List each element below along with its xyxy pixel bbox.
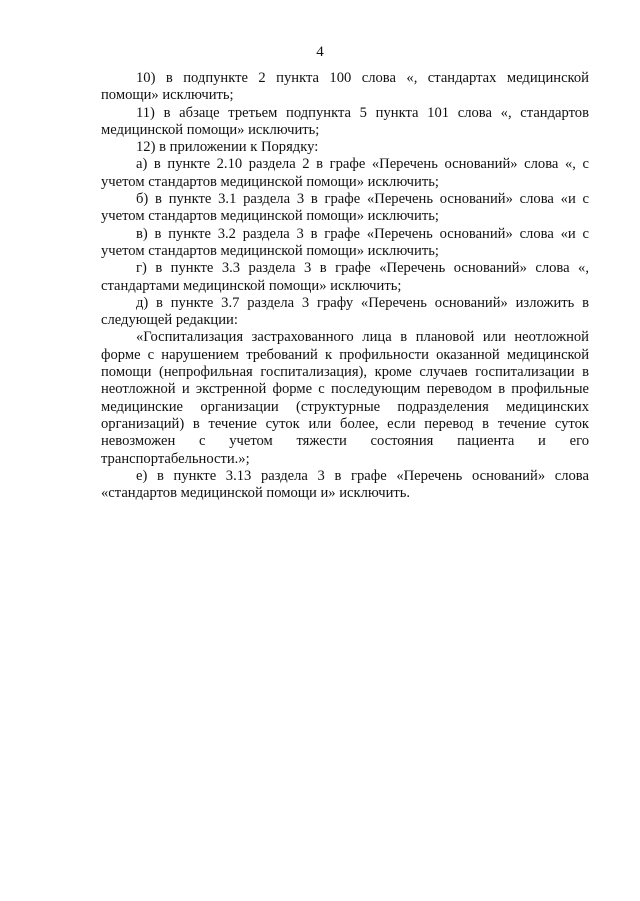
quoted-new-wording: «Госпитализация застрахованного лица в плановой или неотложной форме с нарушением требований к профильности оказанной медицинской помощи (непрофильная госпитализация), кроме случаев госпитализации в неотложной и экстренной форме с последующим переводом в профильные медицинские организации (структурные подразделения медицинских организаций) в течение суток или более, если перевод в течение суток невозможен с учетом тяжести состояния пациента и его транспортабельности.»;: [101, 329, 589, 467]
document-body: [101, 70, 589, 502]
paragraph-11: 11) в абзаце третьем подпункта 5 пункта 101 слова «, стандартов медицинской помощи» исключить;: [101, 104, 589, 138]
page-number: 4: [316, 44, 324, 60]
paragraph-12-g: г) в пункте 3.3 раздела 3 в графе «Перечень оснований» слова «, стандартами медицинской помощи» исключить;: [101, 260, 589, 294]
paragraph-12-v: в) в пункте 3.2 раздела 3 в графе «Перечень оснований» слова «и с учетом стандартов медицинской помощи» исключить;: [101, 225, 589, 259]
paragraph-12-d: д) в пункте 3.7 раздела 3 графу «Перечень оснований» изложить в следующей редакции:: [101, 294, 589, 329]
paragraph-12-b: б) в пункте 3.1 раздела 3 в графе «Перечень оснований» слова «и с учетом стандартов медицинской помощи» исключить;: [101, 191, 589, 225]
paragraph-10: 10) в подпункте 2 пункта 100 слова «, стандартах медицинской помощи» исключить;: [101, 70, 589, 104]
paragraph-12-e: е) в пункте 3.13 раздела 3 в графе «Перечень оснований» слова «стандартов медицинской помощи и» исключить.: [101, 467, 589, 502]
paragraph-12-a: а) в пункте 2.10 раздела 2 в графе «Перечень оснований» слова «, с учетом стандартов медицинской помощи» исключить;: [101, 156, 589, 190]
paragraph-12: 12) в приложении к Порядку:: [136, 139, 319, 156]
